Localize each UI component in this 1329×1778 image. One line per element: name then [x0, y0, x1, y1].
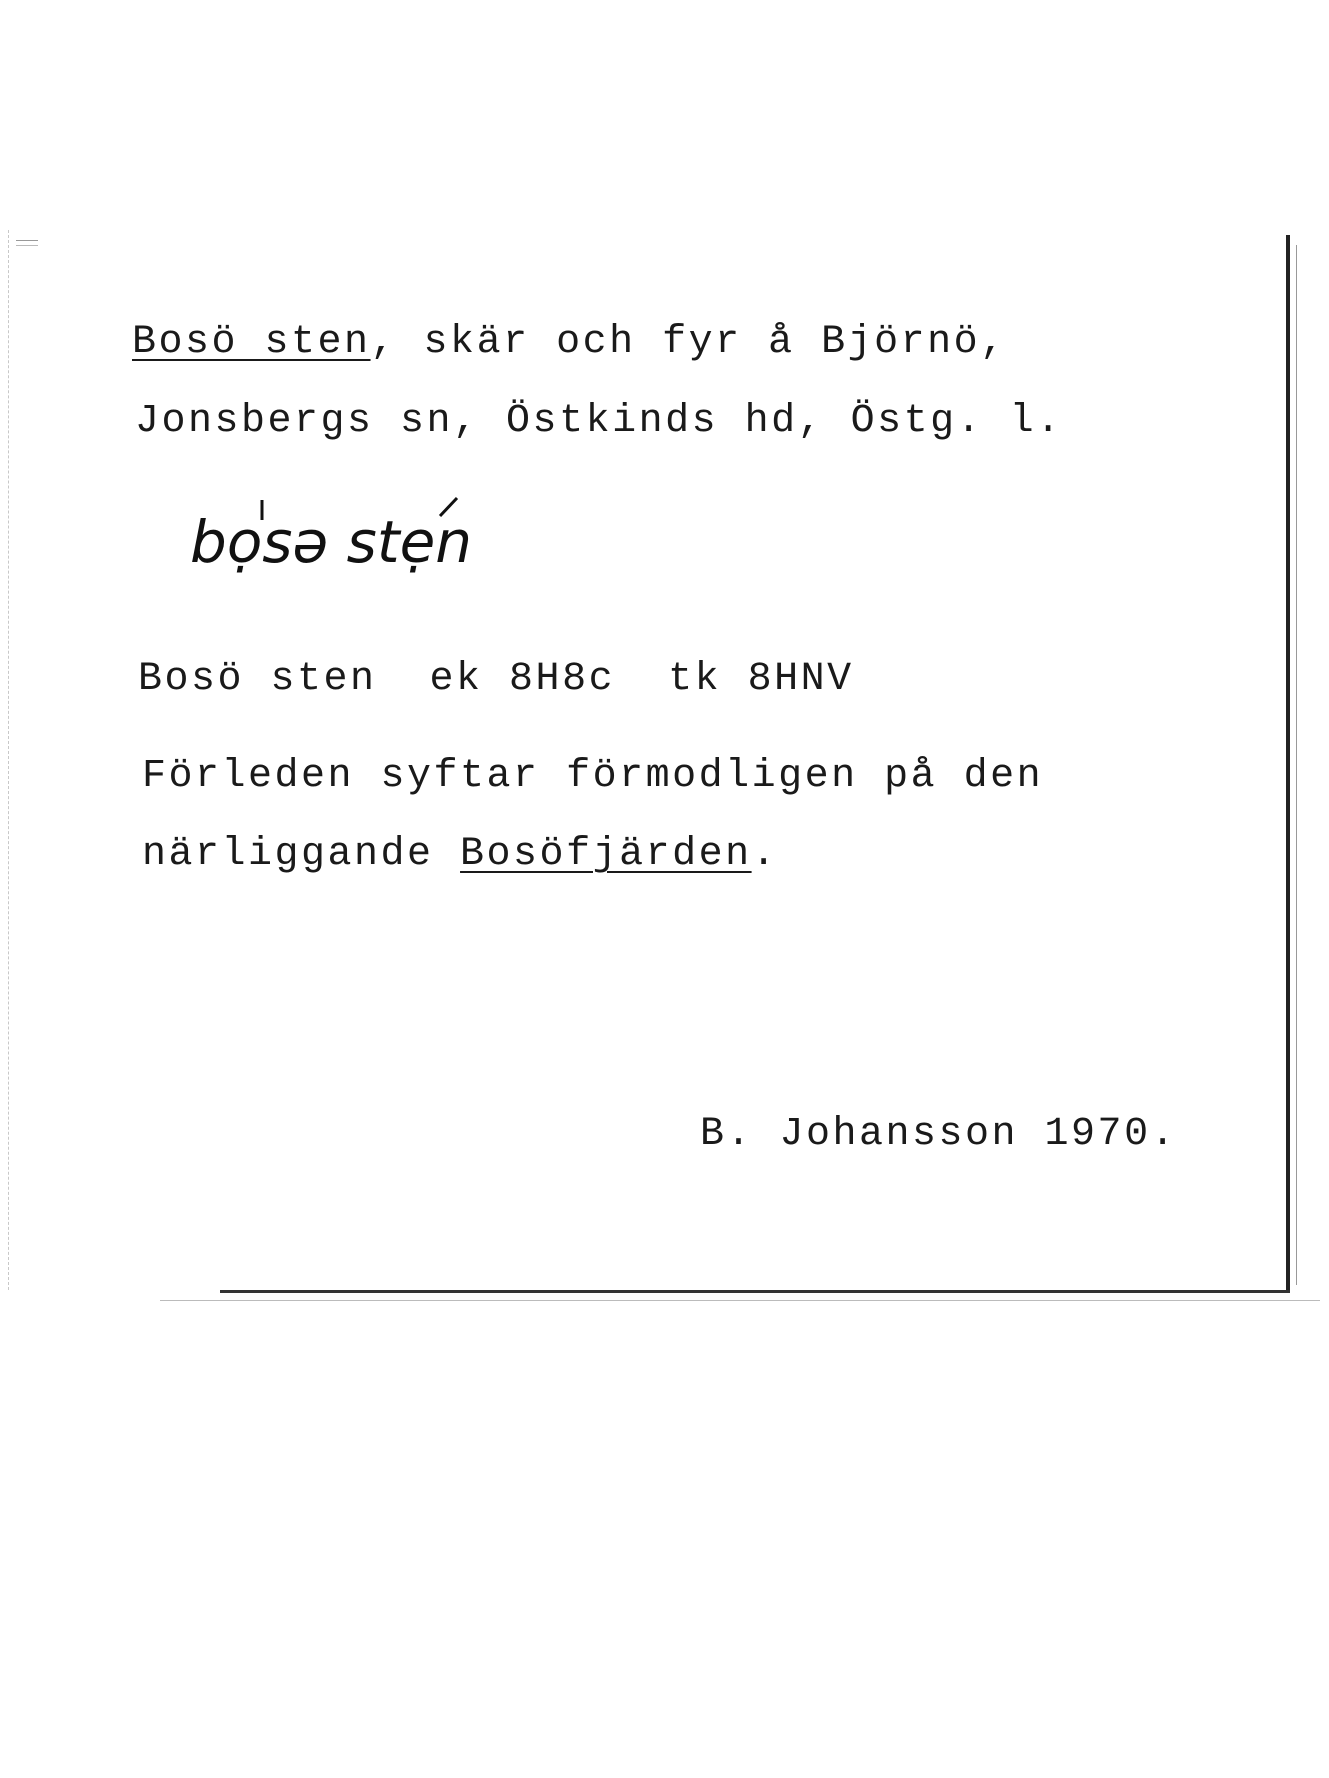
card-left-edge: [8, 230, 10, 1290]
handwritten-pronunciation: [190, 490, 590, 590]
place-description: , skär och fyr å Björnö,: [370, 320, 1007, 365]
card-corner-mark: [16, 240, 38, 246]
note-line-2-prefix: närliggande: [142, 832, 461, 877]
card-right-edge-shadow: [1296, 245, 1297, 1285]
note-line-2: [142, 832, 779, 877]
heading-line-1: [132, 320, 1007, 365]
note-line-2-suffix: .: [751, 832, 779, 877]
referenced-place-name: Bosöfjärden: [460, 832, 752, 877]
card-right-edge: [1286, 235, 1290, 1290]
card-bottom-edge-shadow: [160, 1300, 1320, 1301]
pronunciation-text: bọsə stẹn: [190, 508, 473, 576]
place-name: Bosö sten: [132, 320, 371, 365]
map-reference: Bosö sten ek 8H8c tk 8HNV: [138, 657, 854, 702]
card-bottom-edge: [220, 1290, 1290, 1293]
heading-line-2: Jonsbergs sn, Östkinds hd, Östg. l.: [135, 399, 1063, 444]
author-signature: B. Johansson 1970.: [700, 1112, 1178, 1157]
note-line-1: Förleden syftar förmodligen på den: [142, 754, 1044, 799]
